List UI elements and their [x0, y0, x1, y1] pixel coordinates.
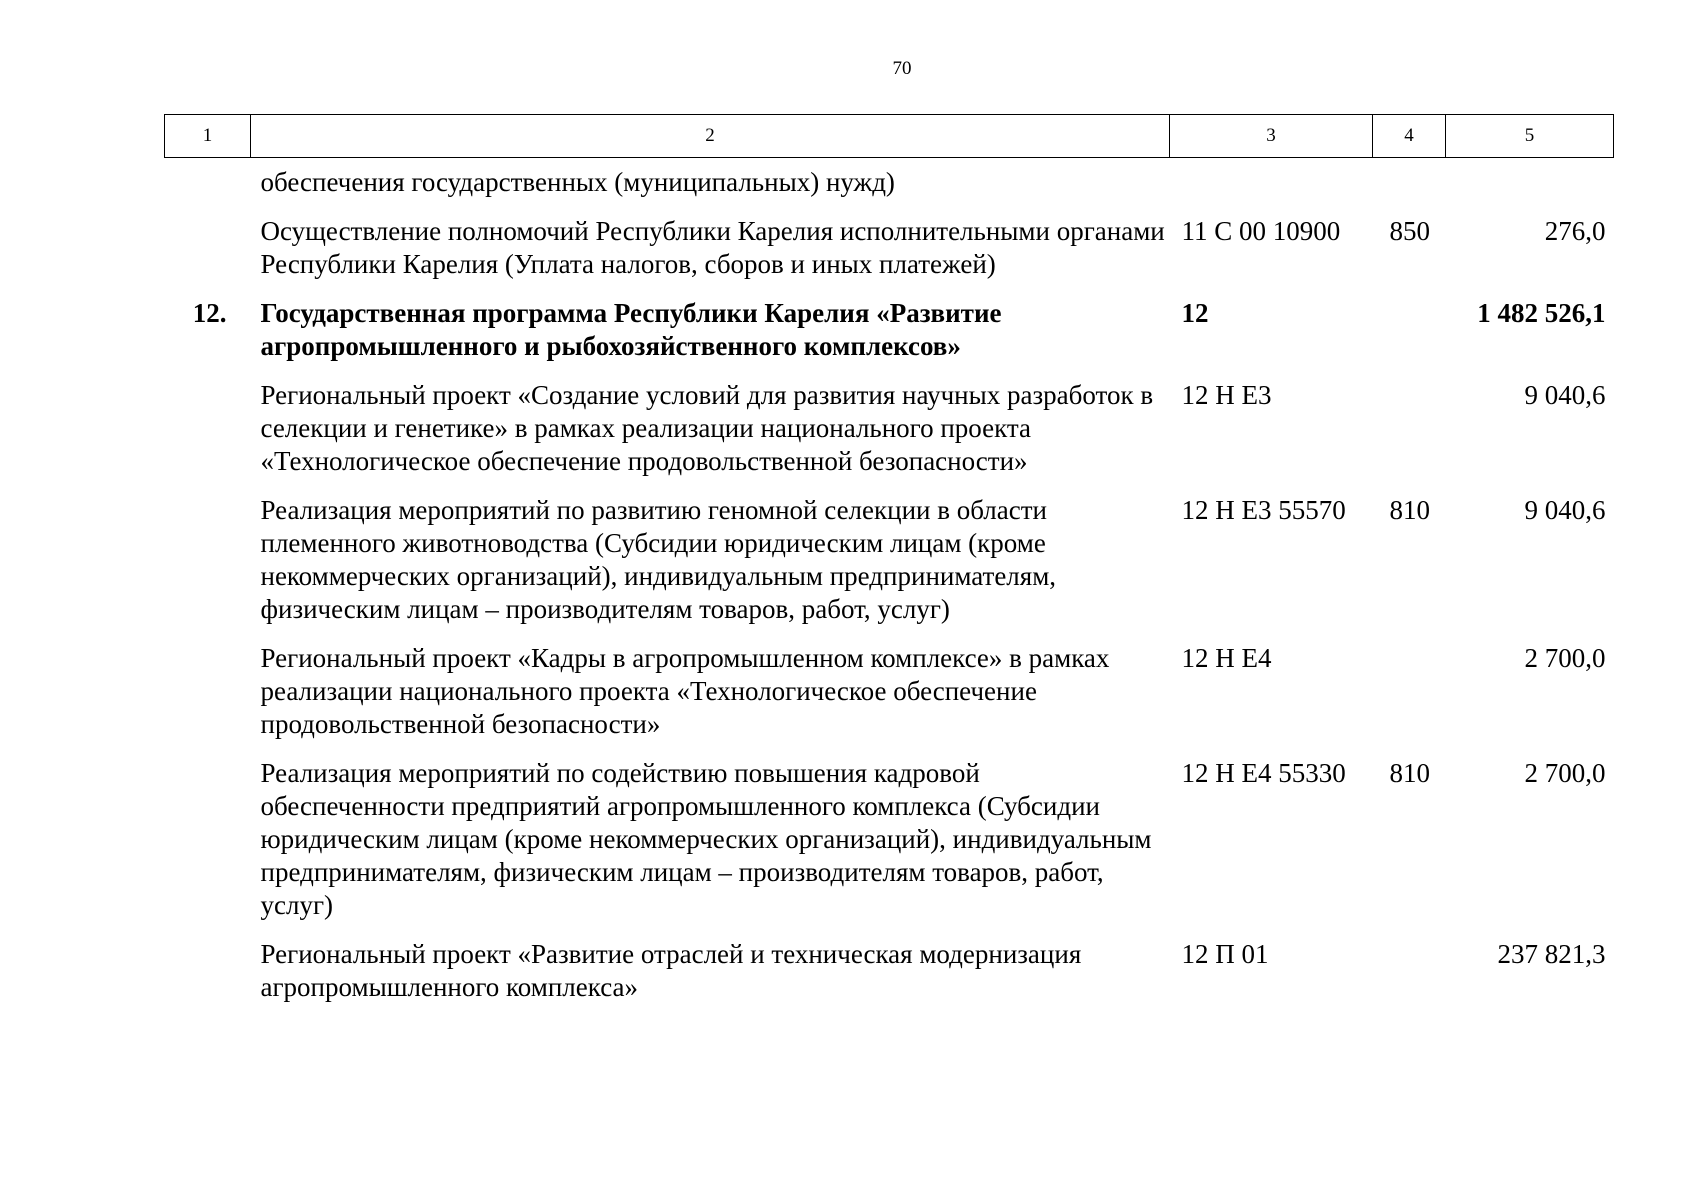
- table-body: [165, 158, 1614, 1021]
- row-name: обеспечения государственных (муниципальных) нужд): [260, 167, 895, 197]
- row-number: 12.: [192, 298, 227, 328]
- budget-table: [164, 114, 1614, 1020]
- row-type: 810: [1389, 495, 1430, 525]
- table-header: [165, 115, 1614, 158]
- header-col-5: 5: [1446, 115, 1614, 158]
- header-col-2: 2: [251, 115, 1170, 158]
- row-sum: 2 700,0: [1524, 758, 1606, 788]
- row-sum: 1 482 526,1: [1477, 298, 1606, 328]
- header-col-1: 1: [165, 115, 251, 158]
- row-type: [1373, 158, 1446, 216]
- row-number: [165, 158, 251, 216]
- row-type: [1373, 642, 1446, 757]
- row-sum: 9 040,6: [1524, 380, 1606, 410]
- table-row: [165, 215, 1614, 297]
- table-row: [165, 379, 1614, 494]
- row-type: 810: [1389, 758, 1430, 788]
- table-row: [165, 494, 1614, 642]
- row-number: [165, 215, 251, 297]
- row-code: 12 Н Е3 55570: [1181, 495, 1346, 525]
- row-number: [165, 379, 251, 494]
- row-name: Государственная программа Республики Карелия «Развитие агропромышленного и рыбохозяйственного комплексов»: [260, 298, 1002, 361]
- page-number: 70: [892, 58, 912, 79]
- row-name: Осуществление полномочий Республики Карелия исполнительными органами Республики Карелия (Уплата налогов, сборов и иных платежей): [260, 216, 1165, 279]
- table-row: [165, 158, 1614, 216]
- row-name: Реализация мероприятий по содействию повышения кадровой обеспеченности предприятий агропромышленного комплекса (Субсидии юридическим лицам (кроме некоммерческих организаций), индивидуальным предпринимателям, физическим лицам – производителям товаров, работ, услуг): [260, 758, 1152, 920]
- row-name: Региональный проект «Кадры в агропромышленном комплексе» в рамках реализации национального проекта «Технологическое обеспечение продовольственной безопасности»: [260, 643, 1110, 739]
- row-code: 12 Н Е4 55330: [1181, 758, 1346, 788]
- header-col-3: 3: [1170, 115, 1373, 158]
- table-row: [165, 642, 1614, 757]
- row-sum: [1446, 158, 1614, 216]
- row-sum: 237 821,3: [1497, 939, 1606, 969]
- header-row: [165, 115, 1614, 158]
- table-row: [165, 938, 1614, 1020]
- program-row: [165, 297, 1614, 379]
- row-type: 850: [1389, 216, 1430, 246]
- row-type: [1373, 297, 1446, 379]
- row-number: [165, 642, 251, 757]
- row-number: [165, 494, 251, 642]
- row-name: Региональный проект «Создание условий для развития научных разработок в селекции и генетике» в рамках реализации национального проекта «Технологическое обеспечение продовольственной безопасности»: [260, 380, 1154, 476]
- row-type: [1373, 379, 1446, 494]
- row-code: 12: [1181, 298, 1209, 328]
- row-code: 12 Н Е4: [1181, 643, 1272, 673]
- table-row: [165, 757, 1614, 938]
- row-sum: 276,0: [1544, 216, 1606, 246]
- row-code: 12 Н Е3: [1181, 380, 1272, 410]
- row-name: Реализация мероприятий по развитию геномной селекции в области племенного животноводства (Субсидии юридическим лицам (кроме некоммерческих организаций), индивидуальным предпринимателям, физическим лицам – производителям товаров, работ, услуг): [260, 495, 1057, 624]
- row-number: [165, 938, 251, 1020]
- row-name: Региональный проект «Развитие отраслей и техническая модернизация агропромышленного комплекса»: [260, 939, 1082, 1002]
- row-type: [1373, 938, 1446, 1020]
- row-sum: 9 040,6: [1524, 495, 1606, 525]
- row-sum: 2 700,0: [1524, 643, 1606, 673]
- row-code: 12 П 01: [1181, 939, 1269, 969]
- header-col-4: 4: [1373, 115, 1446, 158]
- row-code: 11 С 00 10900: [1181, 216, 1341, 246]
- row-code: [1170, 158, 1373, 216]
- row-number: [165, 757, 251, 938]
